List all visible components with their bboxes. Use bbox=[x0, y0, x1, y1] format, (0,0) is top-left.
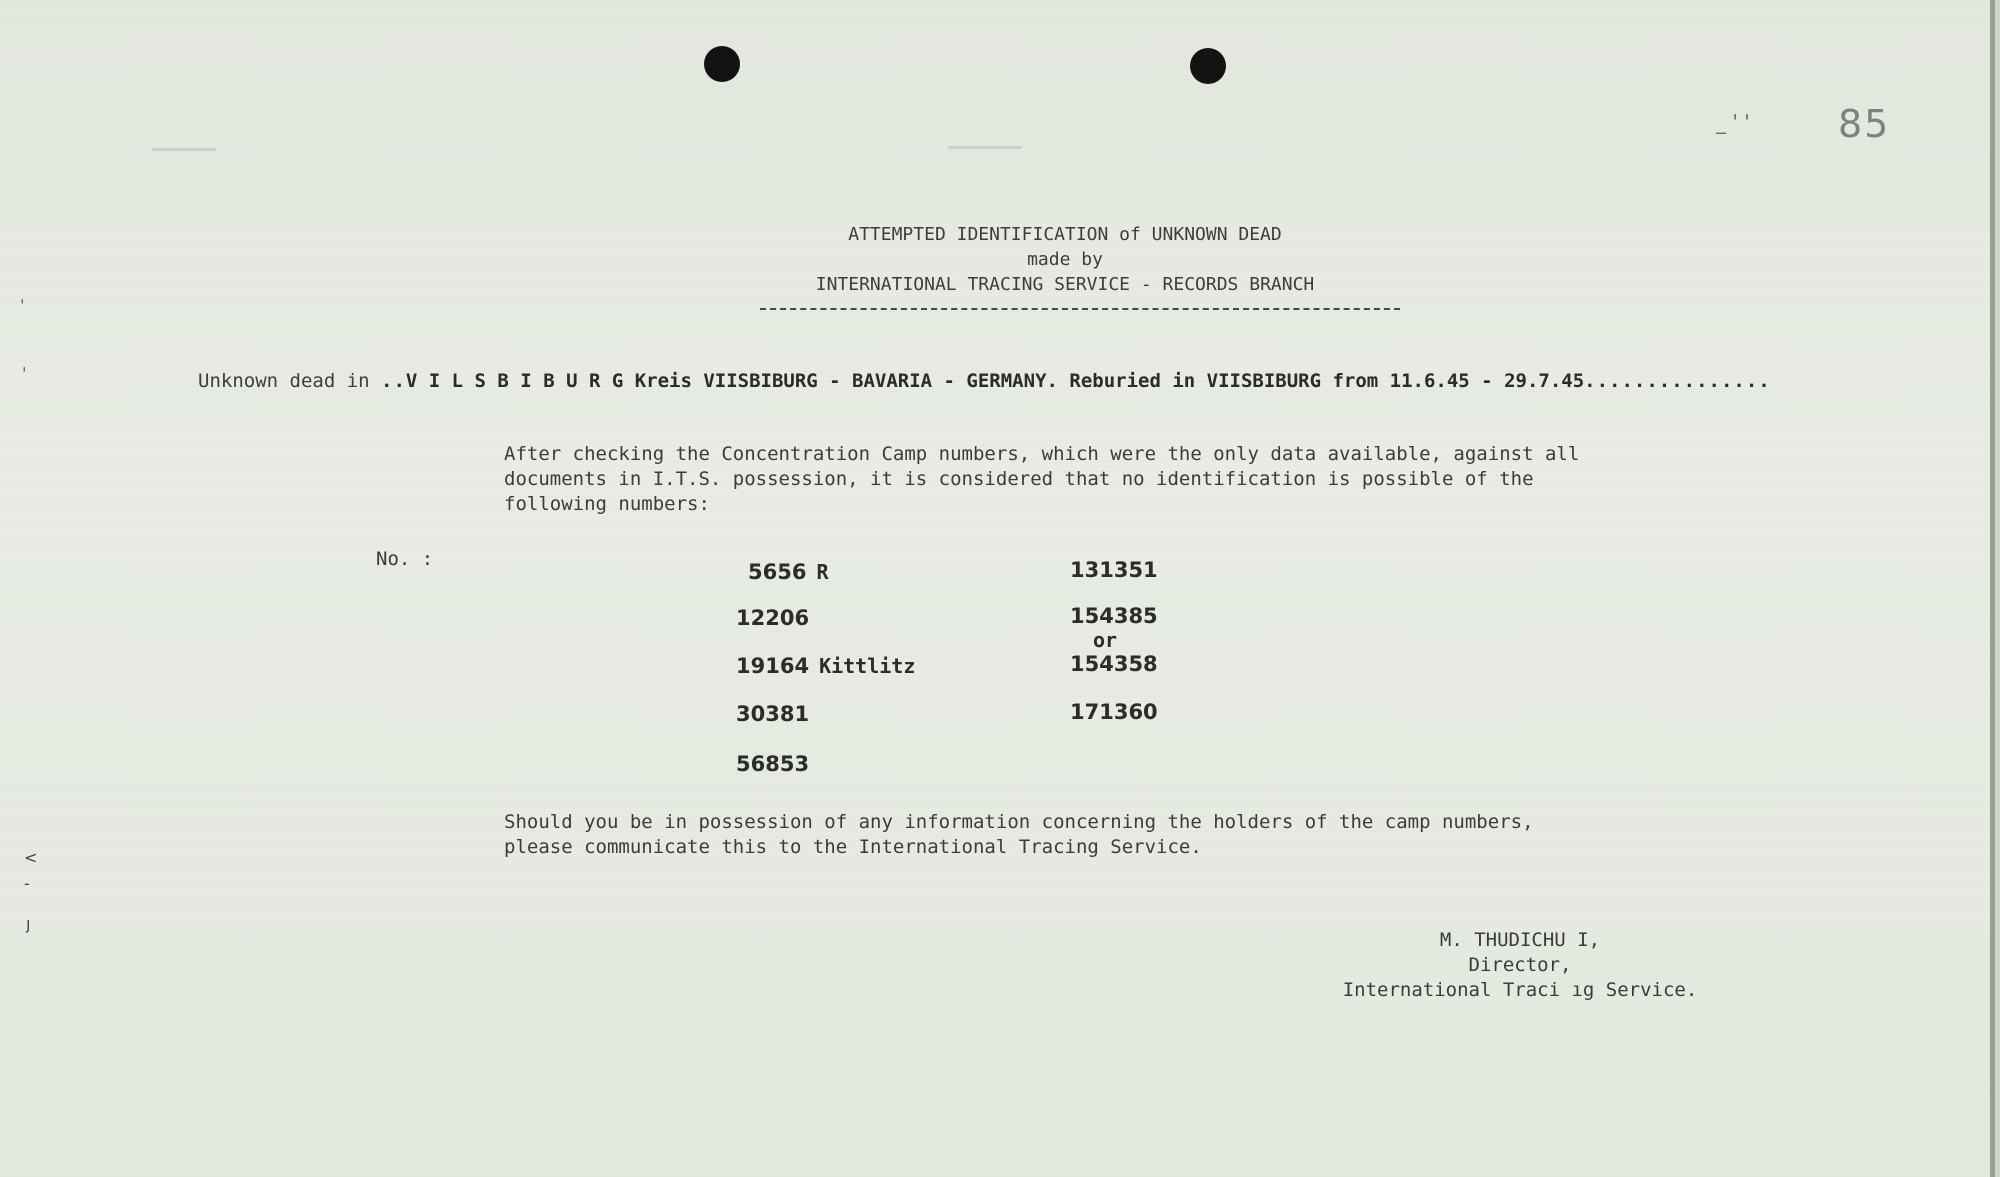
unknown-dead-line bbox=[198, 370, 1978, 392]
unknown-dead-label: Unknown dead in bbox=[198, 370, 382, 392]
camp-number bbox=[736, 702, 819, 726]
lead-dots: .. bbox=[381, 370, 406, 392]
or-connector: or bbox=[1093, 628, 1118, 652]
punch-hole-left bbox=[704, 46, 740, 82]
faint-mark bbox=[948, 146, 1022, 149]
camp-number bbox=[748, 560, 829, 584]
page-edge bbox=[1990, 0, 1995, 1177]
stamp-smudge bbox=[1716, 110, 1808, 154]
page-number-stamp: 85 bbox=[1838, 102, 1891, 146]
closing-paragraph bbox=[504, 810, 1764, 860]
camp-number: 154385 bbox=[1070, 604, 1158, 628]
numbers-label: No. : bbox=[376, 548, 434, 570]
unknown-dead-place: V I L S B I B U R G Kreis VIISBIBURG - BAVARIA - GERMANY. Reburied in VIISBIBURG from 11.6.45 - 29.7.45 bbox=[405, 370, 1585, 392]
document-header bbox=[0, 222, 2000, 297]
signatory-organization: International Traci ıg Service. bbox=[1342, 979, 1698, 1001]
punch-hole-right bbox=[1190, 48, 1226, 84]
intro-line: documents in I.T.S. possession, it is considered that no identification is possible of the bbox=[504, 468, 1534, 490]
faint-mark bbox=[152, 148, 216, 151]
margin-mark: - bbox=[24, 874, 30, 893]
margin-mark: ˌ bbox=[22, 354, 27, 373]
closing-line: please communicate this to the International Tracing Service. bbox=[504, 836, 1202, 858]
camp-number-value: 19164 bbox=[736, 654, 810, 678]
camp-number-suffix: Kittlitz bbox=[819, 654, 916, 678]
margin-mark: ȷ bbox=[26, 914, 31, 933]
camp-number bbox=[736, 606, 819, 630]
camp-number: 131351 bbox=[1070, 558, 1158, 582]
margin-mark: < bbox=[24, 848, 38, 867]
header-dashed-rule bbox=[760, 308, 1400, 310]
camp-number bbox=[736, 752, 819, 776]
camp-number: 154358 bbox=[1070, 652, 1158, 676]
signatory-title: Director, bbox=[1468, 954, 1572, 976]
camp-number-value: 30381 bbox=[736, 702, 810, 726]
header-made-by: made by bbox=[1027, 249, 1103, 270]
camp-number-value: 56853 bbox=[736, 752, 810, 776]
header-title: ATTEMPTED IDENTIFICATION of UNKNOWN DEAD bbox=[848, 224, 1282, 245]
signature-block bbox=[1180, 928, 1860, 1003]
closing-line: Should you be in possession of any information concerning the holders of the camp numbers, bbox=[504, 811, 1534, 833]
intro-paragraph bbox=[504, 442, 1764, 517]
trail-dots: ............... bbox=[1584, 370, 1771, 392]
stamp-smudge-text: _ ' ' bbox=[1716, 110, 1750, 134]
header-organization: INTERNATIONAL TRACING SERVICE - RECORDS BRANCH bbox=[815, 274, 1315, 295]
intro-line: following numbers: bbox=[504, 493, 710, 515]
signatory-name: M. THUDICHU I, bbox=[1439, 929, 1601, 951]
camp-number: 171360 bbox=[1070, 700, 1158, 724]
camp-number bbox=[736, 654, 915, 678]
camp-number-value: 12206 bbox=[736, 606, 810, 630]
camp-number-suffix: R bbox=[816, 560, 829, 584]
margin-mark: ˌ bbox=[20, 286, 25, 305]
camp-number-value: 5656 bbox=[748, 560, 807, 584]
intro-line: After checking the Concentration Camp numbers, which were the only data available, against all bbox=[504, 443, 1580, 465]
